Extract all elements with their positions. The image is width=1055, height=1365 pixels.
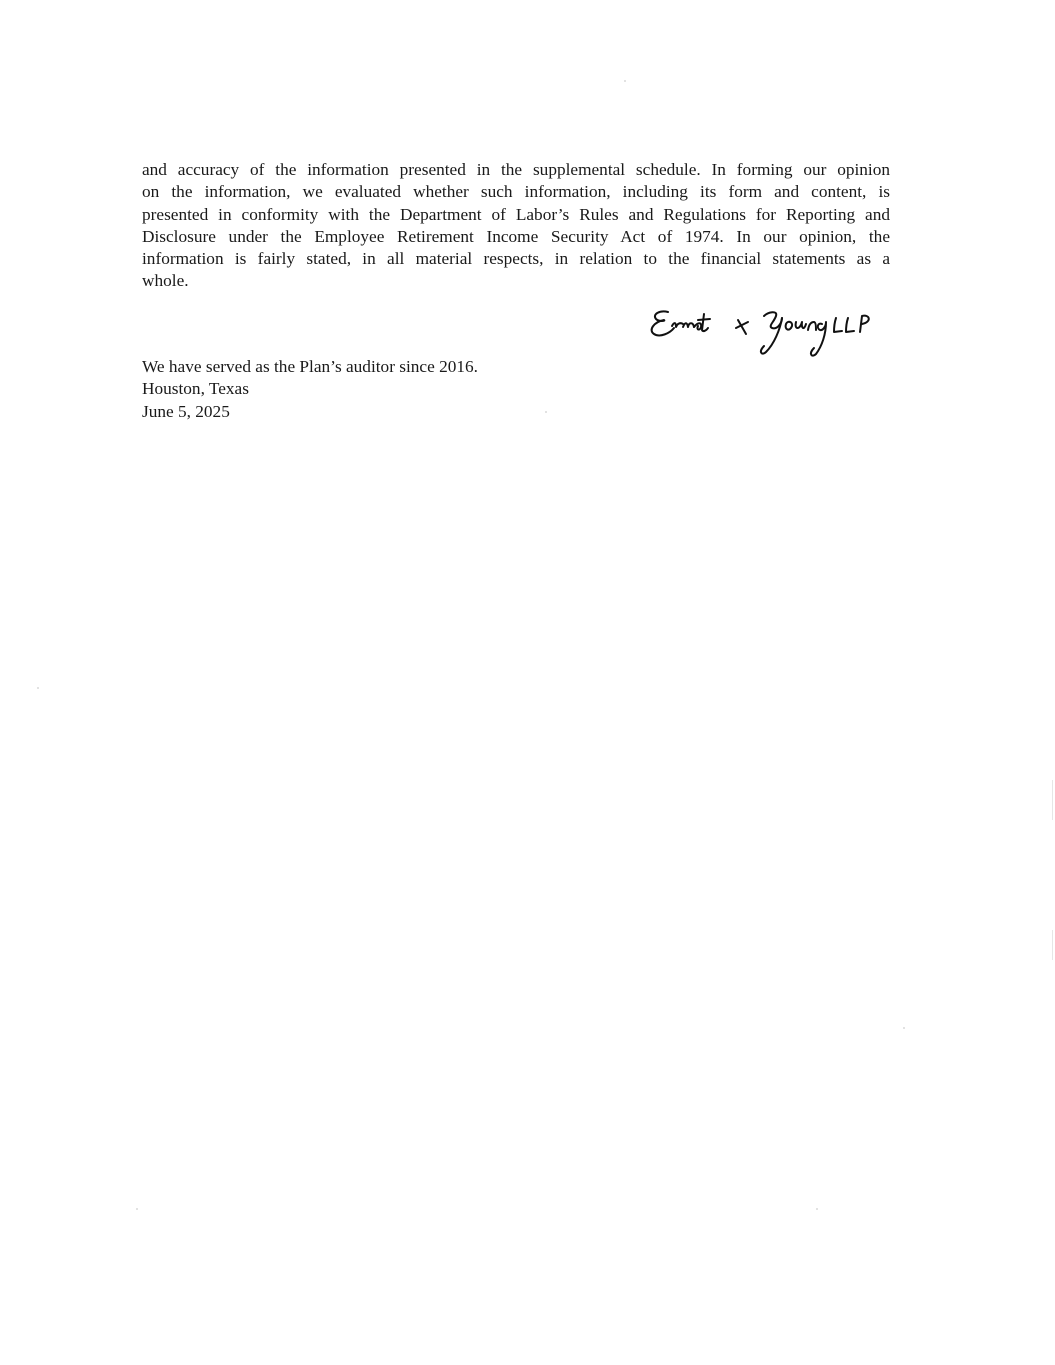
paragraph-line: information is fairly stated, in all material respects, in relation to the financial statements as a — [142, 249, 890, 269]
scan-speck — [37, 687, 39, 689]
paragraph-line: presented in conformity with the Department of Labor’s Rules and Regulations for Reporting and — [142, 204, 890, 224]
auditor-tenure-text: We have served as the Plan’s auditor since 2016. — [142, 357, 478, 376]
paragraph-line: on the information, we evaluated whether such information, including its form and content, is — [142, 182, 890, 202]
scan-speck — [624, 80, 626, 82]
auditor-signature — [646, 300, 896, 370]
report-date: June 5, 2025 — [142, 401, 230, 421]
paragraph-line: whole. — [142, 271, 189, 291]
scan-speck — [903, 1027, 905, 1029]
opinion-paragraph — [142, 159, 890, 293]
paragraph-line: Disclosure under the Employee Retirement Income Security Act of 1974. In our opinion, the — [142, 226, 890, 246]
paragraph-line: and accuracy of the information presented in the supplemental schedule. In forming our opinion — [142, 160, 890, 179]
scan-edge-mark — [1052, 780, 1053, 820]
closing-block — [142, 356, 478, 423]
scan-speck — [816, 1208, 818, 1210]
scan-edge-mark — [1052, 930, 1053, 960]
scan-speck — [545, 411, 547, 413]
location-text: Houston, Texas — [142, 379, 249, 399]
scan-speck — [136, 1208, 138, 1210]
